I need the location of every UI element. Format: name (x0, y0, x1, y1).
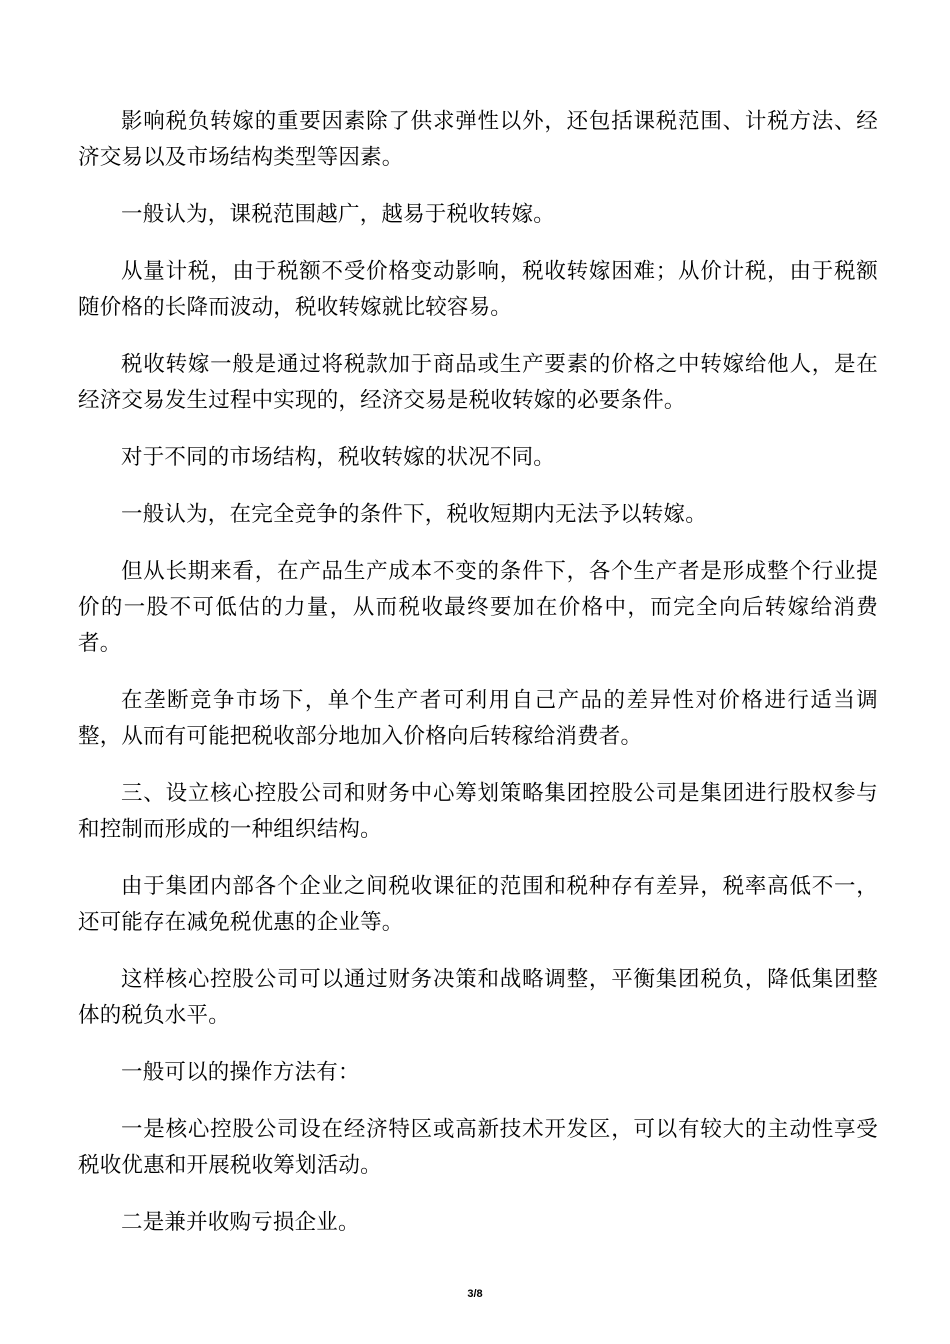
paragraph: 一是核心控股公司设在经济特区或高新技术开发区，可以有较大的主动性享受税收优惠和开展税收筹划活动。 (78, 1117, 878, 1178)
paragraph: 三、设立核心控股公司和财务中心筹划策略集团控股公司是集团进行股权参与和控制而形成的一种组织结构。 (78, 781, 878, 842)
paragraph: 从量计税，由于税额不受价格变动影响，税收转嫁困难；从价计税，由于税额随价格的长降而波动，税收转嫁就比较容易。 (78, 259, 878, 320)
paragraph: 税收转嫁一般是通过将税款加于商品或生产要素的价格之中转嫁给他人，是在经济交易发生过程中实现的，经济交易是税收转嫁的必要条件。 (78, 352, 878, 413)
document-body (78, 104, 878, 1262)
paragraph: 一般可以的操作方法有： (121, 1060, 360, 1085)
paragraph: 二是兼并收购亏损企业。 (121, 1210, 360, 1235)
paragraph: 在垄断竞争市场下，单个生产者可利用自己产品的差异性对价格进行适当调整，从而有可能把税收部分地加入价格向后转稼给消费者。 (78, 688, 878, 749)
page-number: 3/8 (467, 1288, 483, 1300)
paragraph: 但从长期来看，在产品生产成本不变的条件下，各个生产者是形成整个行业提价的一股不可低估的力量，从而税收最终要加在价格中，而完全向后转嫁给消费者。 (78, 559, 878, 656)
paragraph: 一般认为，在完全竞争的条件下，税收短期内无法予以转嫁。 (121, 502, 707, 527)
paragraph: 对于不同的市场结构，税收转嫁的状况不同。 (121, 445, 556, 470)
paragraph: 影响税负转嫁的重要因素除了供求弹性以外，还包括课税范围、计税方法、经济交易以及市场结构类型等因素。 (78, 109, 878, 170)
paragraph: 一般认为，课税范围越广，越易于税收转嫁。 (121, 202, 556, 227)
paragraph: 由于集团内部各个企业之间税收课征的范围和税种存有差异，税率高低不一，还可能存在减免税优惠的企业等。 (78, 874, 878, 935)
paragraph: 这样核心控股公司可以通过财务决策和战略调整，平衡集团税负，降低集团整体的税负水平。 (78, 967, 878, 1028)
